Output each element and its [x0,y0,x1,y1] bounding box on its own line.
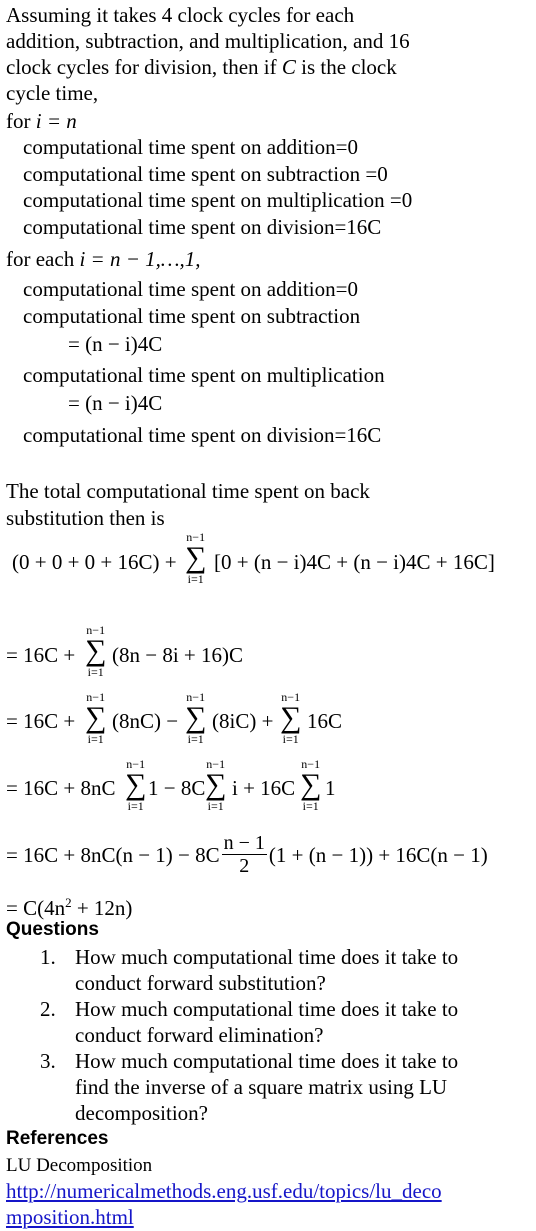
sum-symbol: n−1 ∑ i=1 [205,757,227,813]
reference-link-line-2[interactable]: mposition.html [6,1205,134,1229]
total-line-2: substitution then is [6,506,165,530]
intro-line-2: addition, subtraction, and multiplication, and 16 [6,29,410,53]
case2-multiplication-value: = (n − i)4C [68,391,163,415]
equation-3-left: = 16C + 8nC [6,776,116,800]
sum-symbol: n−1 ∑ i=1 [185,530,207,586]
reference-title: LU Decomposition [6,1155,153,1176]
equation-1-right: (8n − 8i + 16)C [112,643,244,667]
equation-2-term-2: (8iC) + [212,709,274,733]
case2-addition: computational time spent on addition=0 [23,277,358,301]
sum-symbol: n−1 ∑ i=1 [185,690,207,746]
case2-subtraction-value: = (n − i)4C [68,332,163,356]
case2-label: for each i = n − 1,…,1, [6,247,201,271]
case2-division: computational time spent on division=16C [23,423,382,447]
case1-subtraction: computational time spent on subtraction =0 [23,162,388,186]
fraction: $\frac{n - 1}{2}$ [223,832,265,877]
references-heading: References [6,1128,109,1149]
equation-5: = $C(4n^2 + 12n)$ [6,895,133,920]
sum-symbol: n−1 ∑ i=1 [85,623,107,679]
equation-3-term-3: 1 [325,776,336,800]
question-item: 3. How much computational time does it take to find the inverse of a square matrix using LU decomposition? [40,1049,459,1125]
equation-4: = 16C + 8nC(n − 1) − 8C $\frac{n - 1}{2}$ (1 + (n − 1)) + 16C(n − 1) [6,832,488,877]
intro-line-3: clock cycles for division, then if C is the clock [6,55,397,79]
equation-0-right: [0 + (n − i)4C + (n − i)4C + 16C] [214,550,495,574]
sum-symbol: n−1 ∑ i=1 [85,690,107,746]
equation-3-term-1: 1 − 8C [148,776,206,800]
equation-3-term-2: i + 16C [232,776,296,800]
reference-link-line-1[interactable]: http://numericalmethods.eng.usf.edu/topics/lu_deco [6,1179,442,1203]
reference-link[interactable] [6,1178,442,1230]
equation-2-term-1: (8nC) − [112,709,179,733]
case1-addition: computational time spent on addition=0 [23,135,358,159]
equation-1-left: = 16C + [6,643,76,667]
case1-division: computational time spent on division=16C [23,215,382,239]
case2-multiplication: computational time spent on multiplication [23,363,385,387]
equation-2-left: = 16C + [6,709,76,733]
case2-subtraction: computational time spent on subtraction [23,304,361,328]
intro-line-4: cycle time, [6,81,99,105]
equation-0-left: (0 + 0 + 0 + 16C) + [12,550,177,574]
question-item: 2. How much computational time does it take to conduct forward elimination? [40,997,459,1047]
questions-list [0,944,475,1126]
question-item: 1. How much computational time does it take to conduct forward substitution? [40,945,459,995]
case1-label: for i = n [6,109,77,133]
case1-multiplication: computational time spent on multiplication =0 [23,188,413,212]
sum-symbol: n−1 ∑ i=1 [300,757,322,813]
questions-heading: Questions [6,919,99,940]
intro-line-1: Assuming it takes 4 clock cycles for each [6,3,355,27]
sum-symbol: n−1 ∑ i=1 [280,690,302,746]
sum-symbol: n−1 ∑ i=1 [125,757,147,813]
equation-2-term-3: 16C [307,709,343,733]
total-line-1: The total computational time spent on back [6,479,370,503]
